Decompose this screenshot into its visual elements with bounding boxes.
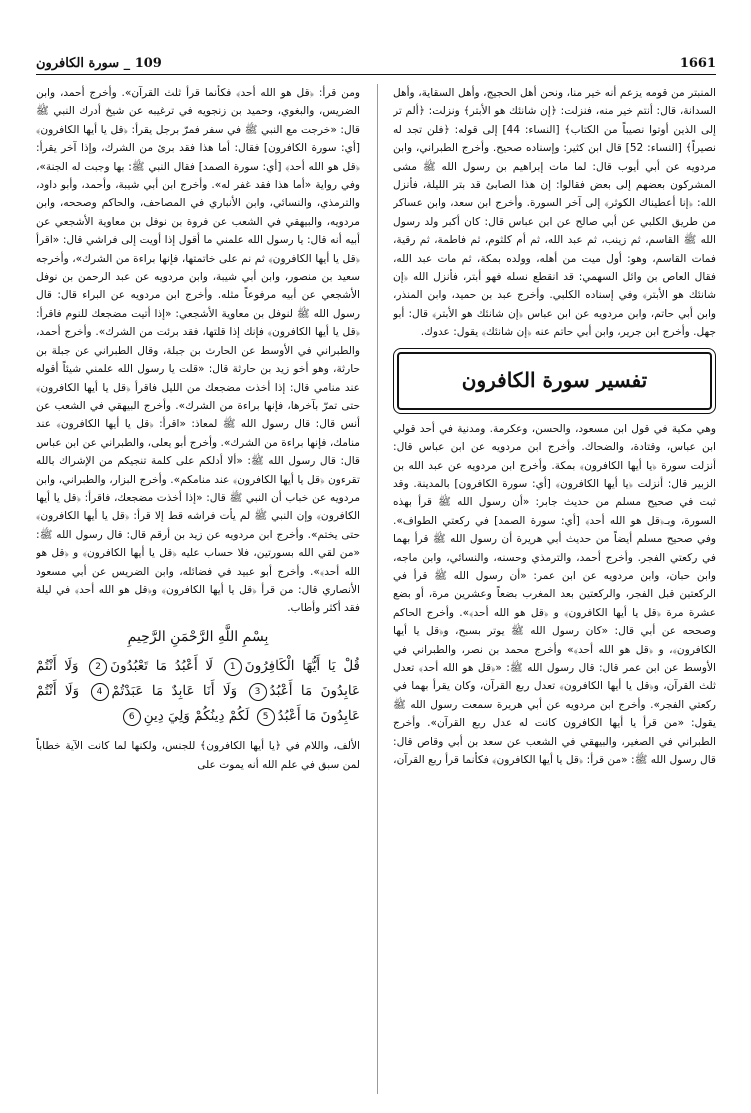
verse-text: وَلَا أَنْتُمْ عَابِدُونَ مَا أَعْبُدُ — [36, 683, 360, 725]
ayah-number-marker: 3 — [249, 683, 267, 701]
ayah-number-marker: 4 — [91, 683, 109, 701]
right-column — [393, 84, 716, 1104]
verse-text: وَلَا أَنْتُمْ عَابِدُونَ مَا أَعْبُدُ — [36, 658, 360, 700]
surah-title: تفسير سورة الكافرون — [461, 368, 648, 393]
ayah-number-marker: 5 — [257, 708, 275, 726]
ayah-number-marker: 1 — [224, 658, 242, 676]
right-top-paragraph: المنبتر من قومه يزعم أنه خير منا، ونحن أهل الحجيج، وأهل السقاية، وأهل السدانة، قال: أنتم خير منه، فنزلت: ﴿إن شانئك هو الأبتر﴾ ونزلت: ﴿ألم تر إلى الذين أوتوا نصيباً من الكتاب﴾ [النساء: 44] إلى قوله: ﴿فلن تجد له نصيراً﴾ [النساء: 52] قال ابن كثير: وإسناده صحيح. وأخرج الطبراني، وابن مردويه عن أبي أيوب قال: لما مات إبراهيم بن رسول الله ﷺ مشى المشركون بعضهم إلى بعض فقالوا: إن هذا الصابئ قد بتر الليلة، فأنزل الله: ﴿إنا أعطيناك الكوثر﴾ إلى آخر السورة. وأخرج ابن سعد، وابن عساكر من طريق الكلبي عن أبي صالح عن ابن عباس قال: كان أكبر ولد رسول الله ﷺ القاسم، ثم زينب، ثم عبد الله، ثم أم كلثوم، ثم فاطمة، ثم رقية، فمات القاسم، وهو: أول ميت من أهله، وولده بمكة، ثم مات عبد الله، فقال العاص بن وائل السهمي: قد انقطع نسله فهو أبتر، فأنزل الله ﴿إن شانئك هو الأبتر﴾ وفي إسناده الكلبي. وأخرج عبد بن حميد، وابن المنذر، وابن أبي حاتم، وابن مردويه عن ابن عباس ﴿إن شانئك هو الأبتر﴾ قال: أبو جهل. وأخرج ابن جرير، وابن أبي حاتم عنه ﴿إن شانئك﴾ يقول: عدوك. — [393, 87, 716, 339]
verse-text: لَكُمْ دِينُكُمْ وَلِيَ دِينِ — [143, 708, 250, 725]
left-top-paragraph: ومن قرأ: ﴿قل هو الله أحد﴾ فكأنما قرأ ثلث القرآن». وأخرج أحمد، وابن الضريس، والبغوي، وحميد بن زنجويه في ترغيبه عن شيخ أدرك النبي ﷺ قال: «خرجت مع النبي ﷺ في سفر فمرّ برجل يقرأ: ﴿قل يا أيها الكافرون﴾ [أي: سورة الكافرون] فقال: أما هذا فقد برئ من الشرك، وإذا آخر يقرأ: ﴿قل هو الله أحد﴾ [أي: سورة الصمد] فقال النبي ﷺ: بها وجبت له الجنة»، وفي رواية «أما هذا فقد غفر له». وأخرج ابن أبي شيبة، وأحمد، وأبو داود، والترمذي، والنسائي، وابن الأنباري في المصاحف، والحاكم وصححه، وابن مردويه، والبيهقي في الشعب عن فروة بن نوفل بن معاوية الأشجعي عن أبيه أنه قال: يا رسول الله علمني ما أقول إذا أويت إلى فراشي قال: «اقرأ ﴿قل يا أيها الكافرون﴾ ثم نم على خاتمتها، فإنها براءة من الشرك»، وأخرجه سعيد بن منصور، وابن أبي شيبة، وابن مردويه عن عبد الرحمن بن نوفل الأشجعي عن أبيه مرفوعاً مثله. وأخرج ابن مردويه عن البراء قال: قال رسول الله ﷺ لنوفل بن معاوية الأشجعي: «إذا أتيت مضجعك للنوم فاقرأ: ﴿قل يا أيها الكافرون﴾ فإنك إذا قلتها، فقد برئت من الشرك». وأخرج أحمد، والطبراني في الأوسط عن الحارث بن جبلة، وقال الطبراني عن جبلة بن حارثة، وهو أخو زيد بن حارثة قال: «قلت يا رسول الله علمني شيئاً أقوله عند منامي قال: إذا أخذت مضجعك من الليل فاقرأ ﴿قل يا أيها الكافرون﴾ حتى تمرّ بآخرها، فإنها براءة من الشرك». وأخرج البيهقي في الشعب عن أنس قال: قال رسول الله ﷺ لمعاذ: «اقرأ: ﴿قل يا أيها الكافرون﴾ عند منامك، فإنها براءة من الشرك». وأخرج أبو يعلى، والطبراني عن ابن عباس قال: قال رسول الله ﷺ: «ألا أدلكم على كلمة تنجيكم من الإشراك بالله تقرءون ﴿قل يا أيها الكافرون﴾ عند منامكم». وأخرج البزار، والطبراني، وابن مردويه عن خباب أن النبي ﷺ قال: «إذا أخذت مضجعك، فاقرأ: ﴿قل يا أيها الكافرون﴾ وإن النبي ﷺ لم يأت فراشه قط إلا قرأ: ﴿قل يا أيها الكافرون﴾ حتى يختم». وأخرج ابن مردويه عن زيد بن أرقم قال: قال رسول الله ﷺ: «من لقي الله بسورتين، فلا حساب عليه ﴿قل يا أيها الكافرون﴾ و ﴿قل هو الله أحد﴾». وأخرج أبو عبيد في فضائله، وابن الضريس عن أبي مسعود الأنصاري قال: من قرأ ﴿قل يا أيها الكافرون﴾ و﴿قل هو الله أحد﴾ في ليلة فقد أكثر وأطاب. — [36, 87, 360, 615]
verse-text: لَا أَعْبُدُ مَا تَعْبُدُونَ — [110, 658, 214, 675]
ayah-number-marker: 2 — [89, 658, 107, 676]
header-surah-label: 109 _ سورة الكافرون — [36, 56, 162, 71]
verse-text: قُلْ يَا أَيُّهَا الْكَافِرُونَ — [244, 658, 360, 675]
header-page-number: 1661 — [679, 56, 716, 71]
verse-text: وَلَا أَنَا عَابِدٌ مَا عَبَدْتُمْ — [111, 683, 238, 700]
left-column — [36, 84, 360, 1104]
running-header — [36, 50, 716, 75]
ayah-number-marker: 6 — [123, 708, 141, 726]
surah-title-box — [397, 352, 712, 410]
quran-verses — [36, 654, 360, 729]
basmala: بِسْمِ اللَّهِ الرَّحْمَنِ الرَّحِيمِ — [127, 628, 269, 645]
right-intro-paragraph: وهي مكية في قول ابن مسعود، والحسن، وعكرمة. ومدنية في أحد قولي ابن عباس، وقتادة، والضحاك. وأخرج ابن مردويه عن ابن عباس قال: أنزلت سورة ﴿يا أيها الكافرون﴾ بمكة. وأخرج ابن مردويه عن عبد الله بن الزبير قال: أنزلت ﴿يا أيها الكافرون﴾ [أي: سورة الكافرون] بالمدينة. وقد ثبت في صحيح مسلم من حديث جابر: «أن رسول الله ﷺ قرأ بهذه السورة، وبـ﴿قل هو الله أحد﴾ [أي: سورة الصمد] في ركعتي الطواف». وفي صحيح مسلم أيضاً من حديث أبي هريرة أن رسول الله ﷺ قرأ بهما في ركعتي الفجر. وأخرج أحمد، والترمذي وحسنه، والنسائي، وابن ماجه، وابن حبان، وابن مردويه عن ابن عمر: «أن رسول الله ﷺ قرأ في الركعتين قبل الفجر، والركعتين بعد المغرب بضعاً وعشرين مرة، أو بضع عشرة مرة ﴿قل يا أيها الكافرون﴾ و ﴿قل هو الله أحد﴾». وأخرج الحاكم وصححه عن أبي قال: «كان رسول الله ﷺ يوتر بسبح، و﴿قل يا أيها الكافرون﴾، و ﴿قل هو الله أحد﴾» وأخرج محمد بن نصر، والطبراني في الأوسط عن ابن عمر قال: قال رسول الله ﷺ: «﴿قل هو الله أحد﴾ تعدل ثلث القرآن، و﴿قل يا أيها الكافرون﴾ تعدل ربع القرآن، وكان يقرأ بهما في ركعتي الفجر». وأخرج ابن مردويه عن أبي هريرة سمعت رسول الله ﷺ يقول: «من قرأ يا أيها الكافرون كانت له عدل ربع القرآن». وأخرج الطبراني في الصغير، والبيهقي في الشعب عن سعد بن أبي وقاص قال: قال رسول الله ﷺ: «من قرأ: ﴿قل يا أيها الكافرون﴾ فكأنما قرأ ربع القرآن، — [393, 422, 716, 766]
column-divider — [377, 84, 378, 1094]
left-bottom-paragraph: الألف، واللام في ﴿يا أيها الكافرون﴾ للجنس، ولكنها لما كانت الآية خطاباً لمن سبق في علم الله أنه يموت على — [36, 740, 360, 771]
